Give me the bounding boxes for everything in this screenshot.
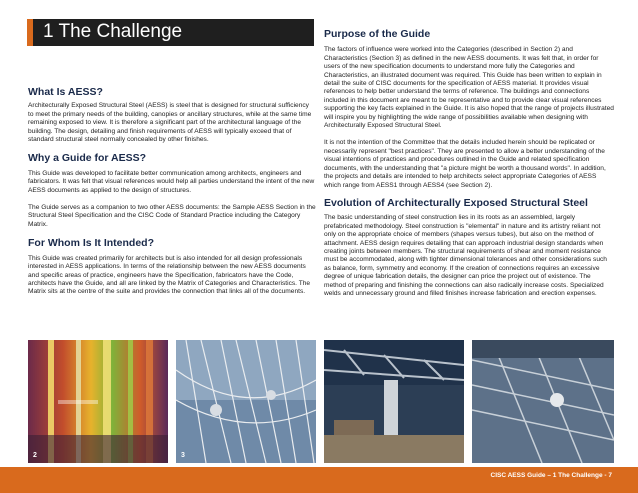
what-heading: What Is AESS?	[28, 86, 103, 98]
title-accent-stripe	[27, 19, 33, 46]
why-paragraph-2: The Guide serves as a companion to two other AESS documents: the Sample AESS Section in the Structural Steel Specification and the CISC Code of Standard Practice including the Category Matrix.	[28, 204, 316, 228]
why-heading: Why a Guide for AESS?	[28, 152, 147, 165]
footer-text: CISC AESS Guide – 1 The Challenge - 7	[490, 472, 612, 479]
left-column	[28, 58, 316, 306]
evolution-heading: Evolution of Architecturally Exposed Structural Steel	[324, 196, 588, 209]
evolution-paragraph: The basic understanding of steel construction lies in its roots as an assembled, largely prefabricated methodology. Steel construction is "elemental" in nature and its artistry reliant not only on the appropriate choice of members (shapes versus tubes), but also on the method of attachment. AESS design requires detailing that can approach industrial design standards when creating joints between members. The structural requirements of shear and moment resistance must be accommodated, along with tighter dimensional tolerances and other considerations such as balance, form, symmetry and economy. If the creation of connections requires an excessive degree of unique fabrication details, the designer can price the project out of existence. The method of preparing and finishing the connections can also radically increase costs. Specialized welds and unnecessary ground and filled finishes increase fabrication and erection expenses.	[324, 214, 607, 297]
photo-number: 2	[33, 452, 37, 459]
page-footer	[0, 467, 638, 493]
whom-heading: For Whom Is It Intended?	[28, 237, 154, 250]
photo-colorful-tube-interior	[28, 340, 168, 463]
purpose-paragraph-2: It is not the intention of the Committee that the details included herein should be replicated or necessarily represent "best practices". They are presented to allow a better understanding of the visual intentions of practices and procedures outlined in the Guide and related specification documents, with the understanding that "a picture might be worth a thousand words". In addition, the projects and details are intended to help architects select appropriate Categories of AESS which range from AESS1 through AESS4 (see Section 2).	[324, 139, 606, 189]
chapter-title-bar	[27, 19, 314, 46]
photo-underside-steel-canopy	[472, 340, 614, 463]
photo-number: 3	[181, 452, 185, 459]
photo-strip	[28, 340, 614, 463]
right-column	[324, 30, 614, 307]
purpose-paragraph-1: The factors of influence were worked into the Categories (described in Section 2) and Characteristics (Section 3) as defined in the new AESS documents. It was felt that, in order for users of the new specification documents to understand more fully the Categories and Characteristics, an illustrated document was required. This Guide has been written to explain in detail the suite of CISC documents for the specification of AESS material. It provides visual references to help better understand the terms of reference. The buildings and connections included in this document are meant to be representative and to provide clear visual references supporting the key facts explained in the Guide. It is also hoped that the range of projects illustrated will inspire you by highlighting the wide range of possibilities available when designing with Architecturally Exposed Structural Steel.	[324, 46, 614, 130]
chapter-title: 1 The Challenge	[43, 21, 183, 42]
purpose-heading: Purpose of the Guide	[324, 28, 431, 40]
what-paragraph: Architecturally Exposed Structural Steel (AESS) is steel that is designed for structural sufficiency to meet the primary needs of the building, canopies or ancillary structures, while at the same time remaining exposed to view. It is therefore a significant part of the architectural language of the building. The design, detailing and finish requirements of AESS will typically exceed that of standard structural steel normally concealed by other finishes.	[28, 102, 312, 144]
photo-column-and-truss-canopy	[324, 340, 464, 463]
why-paragraph-1: This Guide was developed to facilitate better communication among architects, engineers and fabricators. It was felt that visual references would help all parties understand the intent of the new AESS documents as applied to the design of structures.	[28, 169, 315, 194]
photo-cable-bridge-structure	[176, 340, 316, 463]
whom-paragraph: This Guide was created primarily for architects but is also intended for all design professionals interested in AESS applications. In terms of the relationship between the new AESS documents and specific areas of practice, engineers have the Specification, fabricators have the Code, architects have the Guide, and all are linked by the Matrix of Categories and Characteristics. The Matrix sits at the centre of the suite and provides the connection that links all of the documents.	[28, 254, 311, 296]
